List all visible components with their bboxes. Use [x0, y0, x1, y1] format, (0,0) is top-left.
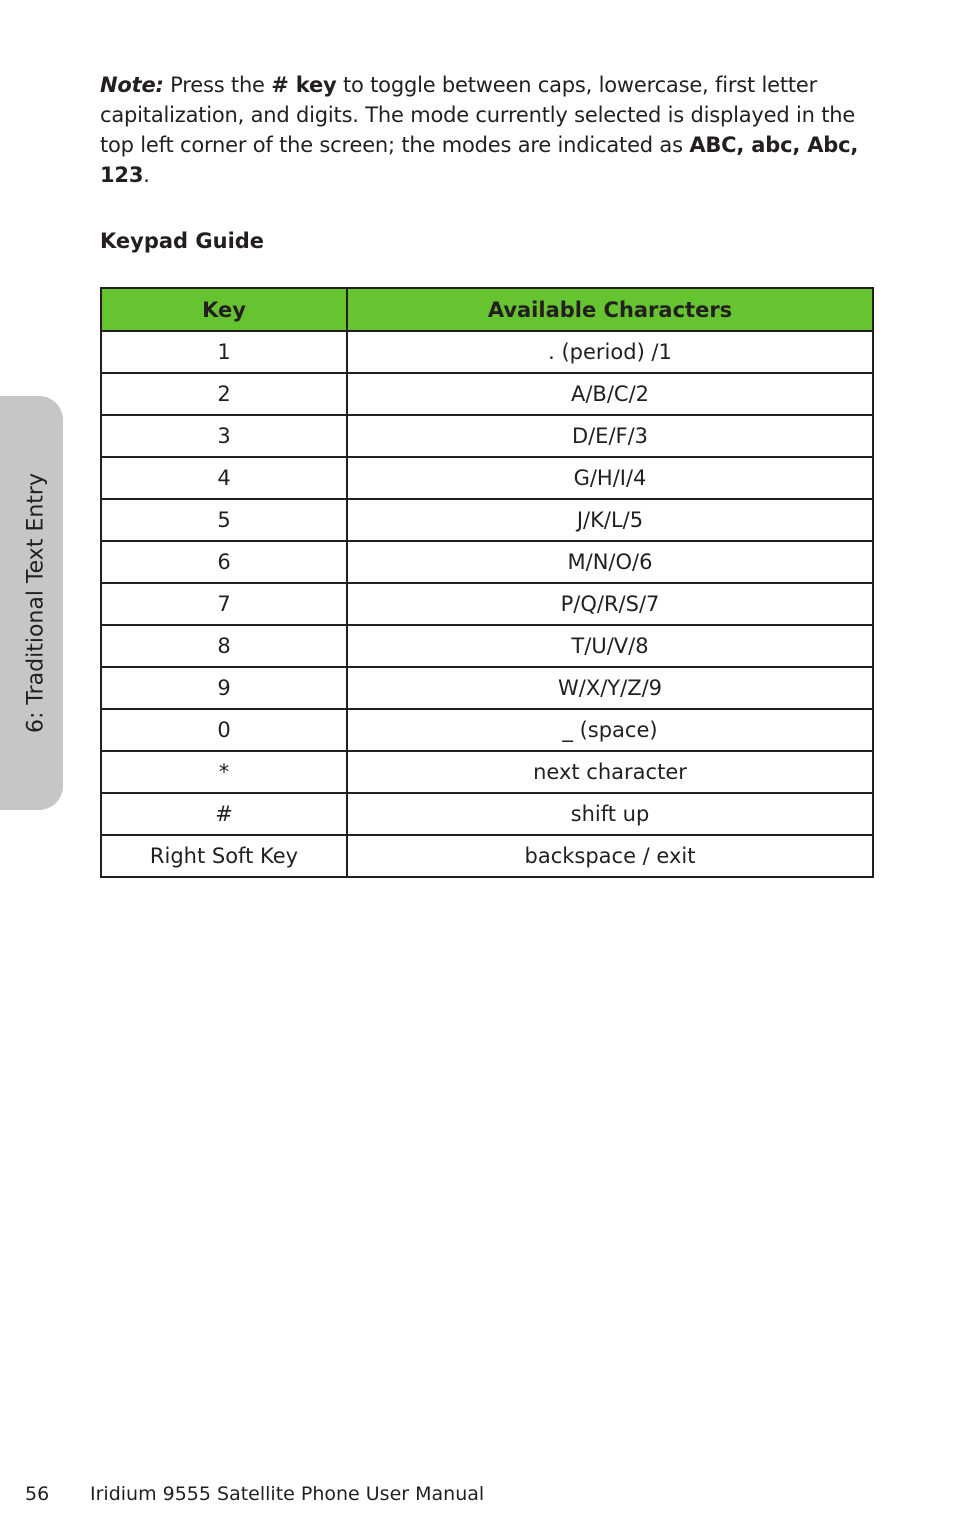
key-cell: *: [101, 751, 347, 793]
note-paragraph: [100, 70, 870, 190]
chapter-side-tab-label: 6: Traditional Text Entry: [23, 473, 49, 733]
table-row: [101, 457, 873, 499]
key-cell: 2: [101, 373, 347, 415]
characters-cell: J/K/L/5: [347, 499, 873, 541]
table-row: [101, 835, 873, 877]
table-row: [101, 331, 873, 373]
key-cell: 7: [101, 583, 347, 625]
table-row: [101, 751, 873, 793]
characters-cell: D/E/F/3: [347, 415, 873, 457]
note-modes: ABC, abc, Abc, 123: [100, 133, 859, 187]
key-cell: Right Soft Key: [101, 835, 347, 877]
table-row: [101, 625, 873, 667]
note-text-1: Press the: [163, 73, 272, 97]
section-heading: Keypad Guide: [100, 229, 265, 253]
table-row: [101, 499, 873, 541]
characters-cell: G/H/I/4: [347, 457, 873, 499]
table-row: [101, 541, 873, 583]
key-cell: 5: [101, 499, 347, 541]
table-row: [101, 667, 873, 709]
key-cell: 1: [101, 331, 347, 373]
note-end: .: [143, 163, 150, 187]
key-cell: 0: [101, 709, 347, 751]
characters-cell: . (period) /1: [347, 331, 873, 373]
table-row: [101, 709, 873, 751]
characters-cell: shift up: [347, 793, 873, 835]
keypad-guide-table: [100, 287, 874, 878]
characters-cell: _ (space): [347, 709, 873, 751]
table-row: [101, 373, 873, 415]
characters-cell: W/X/Y/Z/9: [347, 667, 873, 709]
key-cell: 9: [101, 667, 347, 709]
key-cell: 6: [101, 541, 347, 583]
footer-manual-title: Iridium 9555 Satellite Phone User Manual: [90, 1483, 485, 1505]
table-row: [101, 583, 873, 625]
note-text-2: to toggle between caps, lowercase, first letter capitalization, and digits. The mode currently selected is displayed in the top left corner of the screen; the modes are indicated as: [100, 73, 856, 157]
note-key: # key: [271, 73, 337, 97]
characters-cell: M/N/O/6: [347, 541, 873, 583]
footer-page-number: 56: [25, 1483, 50, 1505]
key-cell: 8: [101, 625, 347, 667]
characters-cell: backspace / exit: [347, 835, 873, 877]
header-available-characters: Available Characters: [347, 288, 873, 331]
note-label: Note:: [100, 73, 164, 97]
characters-cell: A/B/C/2: [347, 373, 873, 415]
table-row: [101, 793, 873, 835]
key-cell: 3: [101, 415, 347, 457]
characters-cell: T/U/V/8: [347, 625, 873, 667]
header-key: Key: [101, 288, 347, 331]
key-cell: 4: [101, 457, 347, 499]
key-cell: #: [101, 793, 347, 835]
characters-cell: P/Q/R/S/7: [347, 583, 873, 625]
characters-cell: next character: [347, 751, 873, 793]
table-header-row: [101, 288, 873, 331]
table-row: [101, 415, 873, 457]
